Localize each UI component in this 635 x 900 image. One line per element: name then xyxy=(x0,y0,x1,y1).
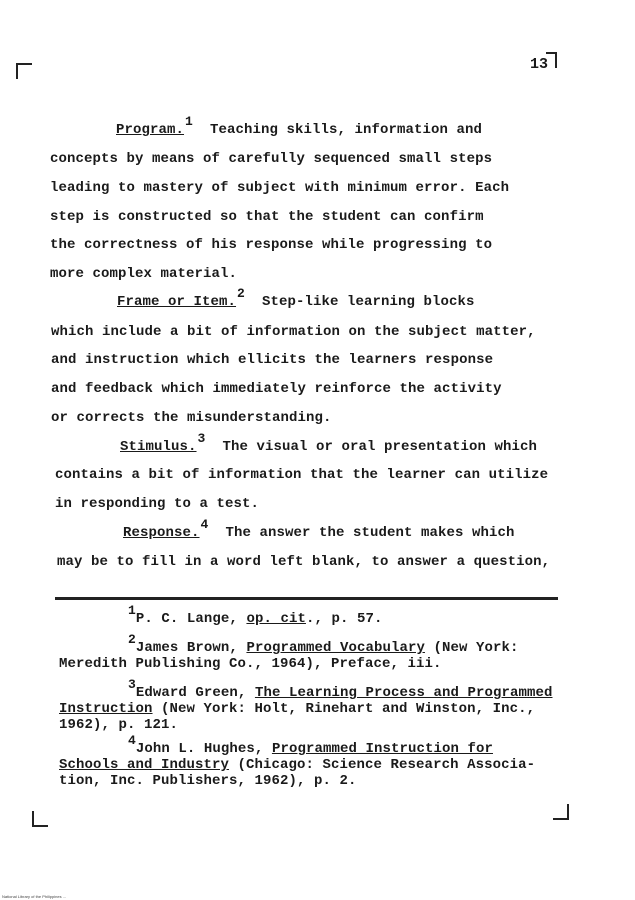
footnote-2-mark: 2 xyxy=(128,632,136,647)
para1-line5: the correctness of his response while progressing to xyxy=(50,237,493,253)
footnote-4-line2 xyxy=(59,757,535,773)
para1-line1 xyxy=(116,114,482,138)
para4-line1 xyxy=(123,517,515,541)
footnote-ref-4: 4 xyxy=(200,517,209,532)
scan-credit: National Library of the Philippines ... xyxy=(2,894,67,899)
footnote-2-place: (New York: xyxy=(424,640,519,656)
footnote-ref-3: 3 xyxy=(197,431,206,446)
footnote-3-mark: 3 xyxy=(128,677,136,692)
footnote-1-mark: 1 xyxy=(128,603,136,618)
para2-line1 xyxy=(117,286,475,310)
para4-line2: may be to fill in a word left blank, to answer a question, xyxy=(57,554,551,570)
para1-line4: step is constructed so that the student can confirm xyxy=(50,209,484,225)
crop-mark-bottom-right xyxy=(553,804,569,820)
footnote-3-author: Edward Green, xyxy=(135,685,255,701)
para2-line5: or corrects the misunderstanding. xyxy=(51,410,332,426)
term-frame-or-item: Frame or Item. xyxy=(117,294,237,310)
footnote-3-line3: 1962), p. 121. xyxy=(59,717,179,733)
para3-line1-text: The visual or oral presentation which xyxy=(222,439,537,455)
para1-line1-text: Teaching skills, information and xyxy=(209,122,482,138)
footnote-3-publisher: (New York: Holt, Rinehart and Winston, Inc., xyxy=(152,701,536,717)
para3-line3: in responding to a test. xyxy=(55,496,260,512)
footnote-1-page: ., p. 57. xyxy=(305,611,383,627)
term-stimulus: Stimulus. xyxy=(120,439,197,455)
footnote-4-title-cont: Schools and Industry xyxy=(59,757,230,773)
para2-line2: which include a bit of information on the subject matter, xyxy=(51,324,536,340)
footnote-3-title: The Learning Process and Programmed xyxy=(254,685,553,701)
footnote-2 xyxy=(127,632,519,656)
term-response: Response. xyxy=(123,525,200,541)
footnote-4-publisher: (Chicago: Science Research Associa- xyxy=(229,757,536,773)
para2-line1-text: Step-like learning blocks xyxy=(261,294,475,310)
page-number: 13 xyxy=(530,56,549,73)
crop-mark-bottom-left xyxy=(32,811,48,827)
footnote-2-line2: Meredith Publishing Co., 1964), Preface, iii. xyxy=(59,656,442,672)
footnote-4-title: Programmed Instruction for xyxy=(271,741,493,757)
footnote-3 xyxy=(127,677,553,701)
footnote-ref-2: 2 xyxy=(237,286,245,301)
footnote-ref-1: 1 xyxy=(185,114,193,129)
footnote-4-author: John L. Hughes, xyxy=(135,741,272,757)
para2-line3: and instruction which ellicits the learners response xyxy=(51,352,494,368)
para3-line2: contains a bit of information that the learner can utilize xyxy=(55,467,549,483)
para4-line1-text: The answer the student makes which xyxy=(225,525,515,541)
footnote-divider xyxy=(55,597,558,600)
para1-line6: more complex material. xyxy=(50,266,238,282)
term-program: Program. xyxy=(116,122,185,138)
footnote-3-line2 xyxy=(59,701,535,717)
footnote-2-author: James Brown, xyxy=(135,640,247,656)
para1-line3: leading to mastery of subject with minimum error. Each xyxy=(50,180,510,196)
footnote-4-line3: tion, Inc. Publishers, 1962), p. 2. xyxy=(59,773,357,789)
footnote-3-title-cont: Instruction xyxy=(59,701,153,717)
para1-line2: concepts by means of carefully sequenced small steps xyxy=(50,151,493,167)
footnote-1 xyxy=(127,603,383,627)
footnote-4 xyxy=(127,733,493,757)
footnote-1-author: P. C. Lange, xyxy=(135,611,247,627)
footnote-4-mark: 4 xyxy=(128,733,136,748)
para2-line4: and feedback which immediately reinforce the activity xyxy=(51,381,502,397)
footnote-1-title: op. cit xyxy=(246,611,306,627)
footnote-2-title: Programmed Vocabulary xyxy=(246,640,425,656)
para3-line1 xyxy=(120,431,537,455)
crop-mark-top-left xyxy=(16,63,32,79)
